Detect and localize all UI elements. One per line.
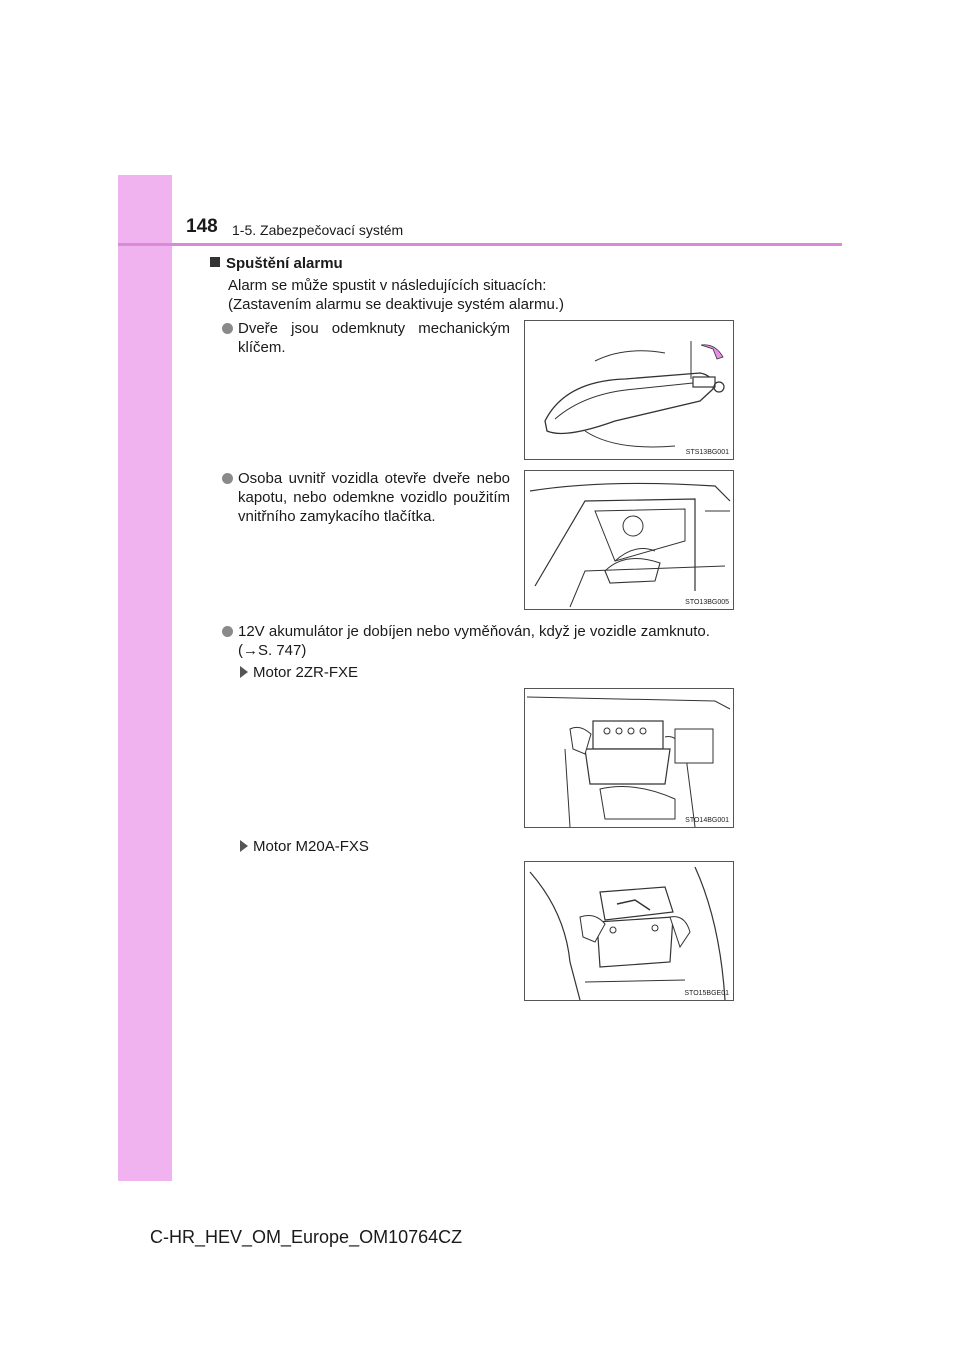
figure-battery-m20a xyxy=(524,861,734,1001)
figure-code: STO15BGE01 xyxy=(684,990,729,997)
intro-line-2: (Zastavením alarmu se deaktivuje systém alarmu.) xyxy=(228,296,564,313)
sub-item-engine-m20a xyxy=(240,837,369,856)
sub-item-text: Motor M20A-FXS xyxy=(253,838,369,855)
bullet-text-line-1: 12V akumulátor je dobíjen nebo vyměňován, když je vozidle zamknuto. xyxy=(238,623,710,640)
bullet-text-line-2: (→S. 747) xyxy=(238,642,307,659)
door-handle-illustration xyxy=(525,321,733,459)
bullet-dot-icon xyxy=(222,473,233,484)
figure-code: STO13BG005 xyxy=(685,599,729,606)
section-tab-sidebar xyxy=(118,175,172,1181)
document-id-footer: C-HR_HEV_OM_Europe_OM10764CZ xyxy=(150,1227,463,1247)
sub-item-engine-2zr xyxy=(240,663,358,682)
section-title: 1-5. Zabezpečovací systém xyxy=(232,222,404,238)
bullet-item xyxy=(222,319,510,357)
heading-text: Spuštění alarmu xyxy=(226,255,343,272)
intro-line-1: Alarm se může spustit v následujících situacích: xyxy=(228,277,547,294)
figure-door-handle-key xyxy=(524,320,734,460)
figure-person-in-vehicle xyxy=(524,470,734,610)
sub-item-text: Motor 2ZR-FXE xyxy=(253,664,359,681)
battery-2zr-illustration xyxy=(525,689,733,827)
bullet-text: Osoba uvnitř vozidla otevře dveře nebo kapotu, nebo odemkne vozidlo použitím vnitřního zamykacího tlačítka. xyxy=(238,470,510,525)
subsection-heading xyxy=(210,255,343,272)
header-rule xyxy=(118,243,842,246)
vehicle-interior-illustration xyxy=(525,471,733,609)
bullet-item xyxy=(222,622,742,660)
triangle-arrow-icon xyxy=(240,840,248,852)
figure-code: STO14BG001 xyxy=(685,817,729,824)
triangle-arrow-icon xyxy=(240,666,248,678)
figure-code: STS13BG001 xyxy=(685,449,729,456)
bullet-dot-icon xyxy=(222,626,233,637)
square-bullet-icon xyxy=(210,257,220,267)
page-number: 148 xyxy=(186,216,218,237)
intro-paragraph xyxy=(228,276,748,314)
figure-battery-2zr xyxy=(524,688,734,828)
bullet-text: Dveře jsou odemknuty mechanickým klíčem. xyxy=(238,320,510,356)
bullet-item xyxy=(222,469,510,526)
bullet-dot-icon xyxy=(222,323,233,334)
battery-m20a-illustration xyxy=(525,862,733,1000)
